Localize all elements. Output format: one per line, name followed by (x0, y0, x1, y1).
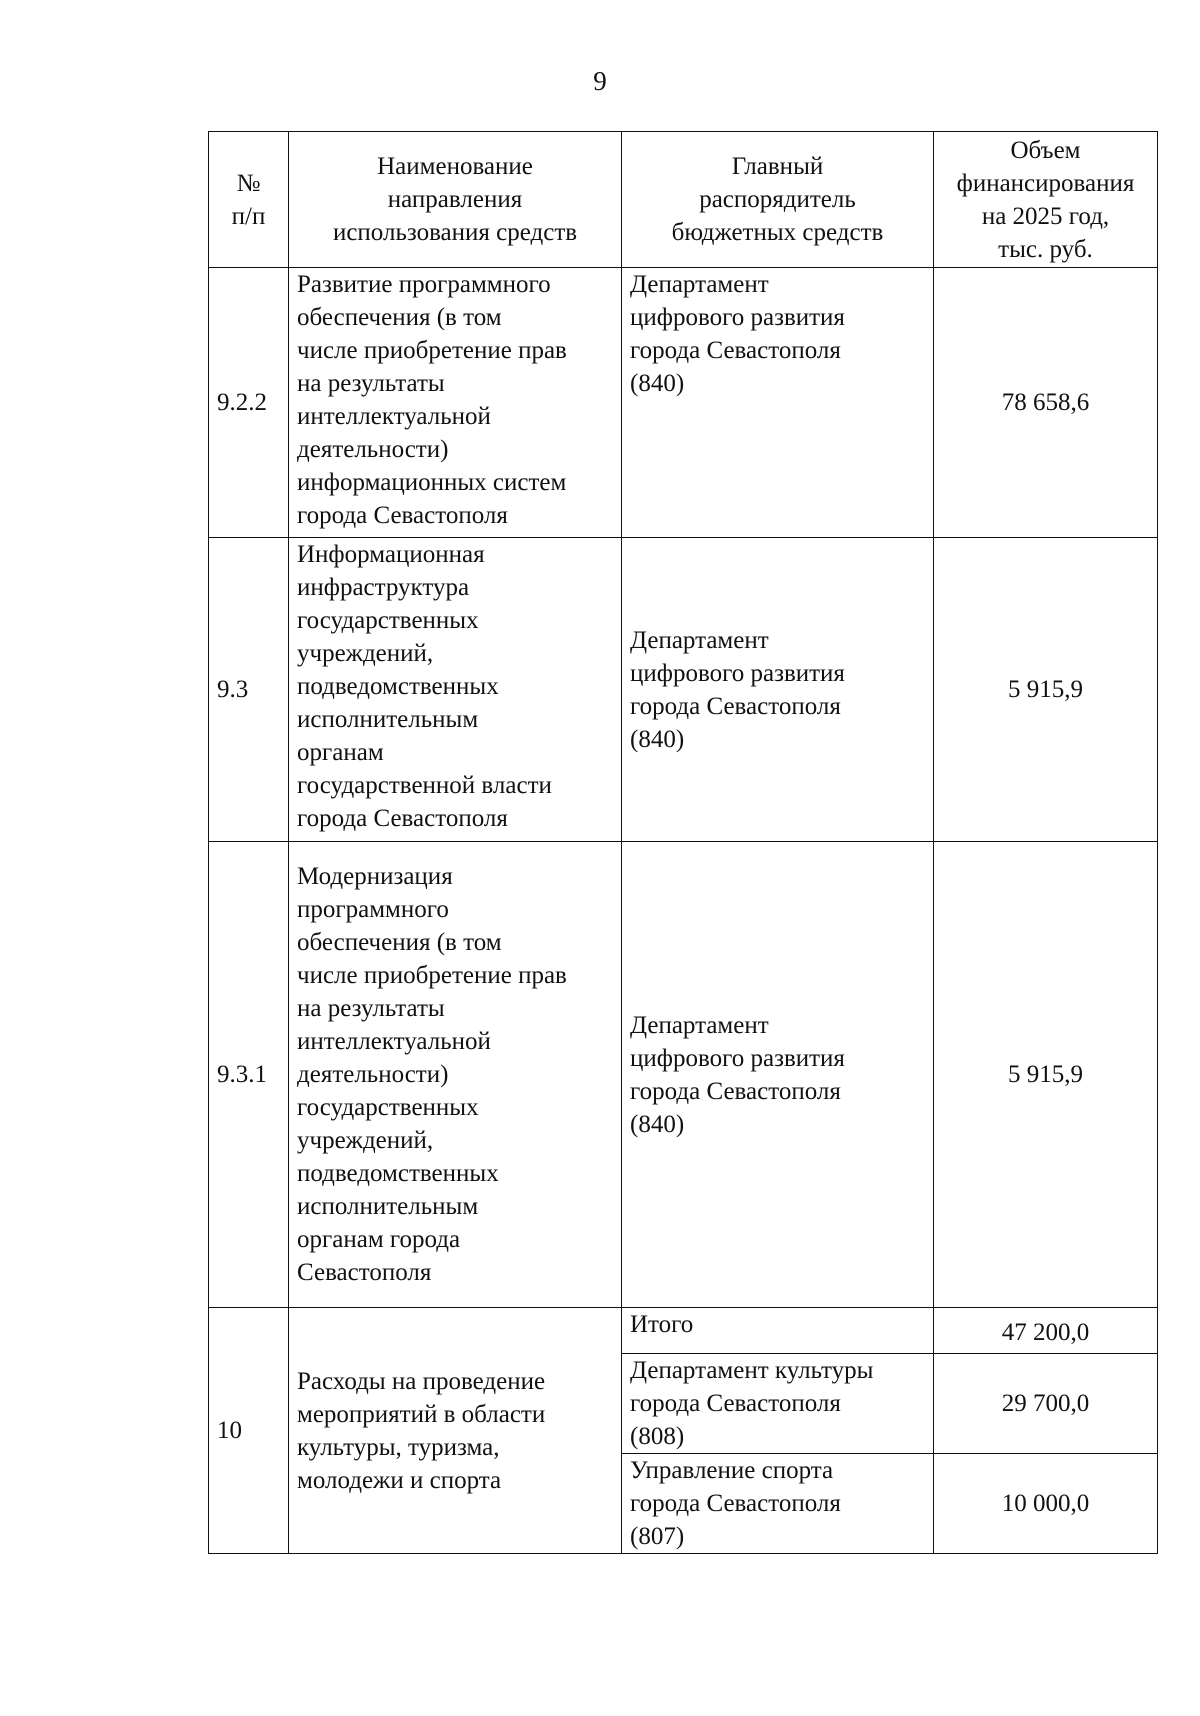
row-name: Информационная инфраструктура государственных учреждений, подведомственных исполнительным органам государственной власти города Севастополя (289, 538, 622, 842)
subrow-amount: 29 700,0 (934, 1354, 1158, 1454)
row-admin: Департамент цифрового развития города Севастополя (840) (622, 538, 934, 842)
row-name: Модернизация программного обеспечения (в том числе приобретение прав на результаты интеллектуальной деятельности) государственных учреждений, подведомственных исполнительным органам города Севастополя (289, 842, 622, 1308)
subrow-amount: 10 000,0 (934, 1454, 1158, 1554)
funding-table (208, 131, 1158, 1554)
row-num: 9.3 (209, 538, 289, 842)
subrow-amount-total: 47 200,0 (934, 1308, 1158, 1354)
table-row (209, 842, 1158, 1308)
header-num: № п/п (209, 132, 289, 268)
header-row (209, 132, 1158, 268)
table-row (209, 268, 1158, 538)
row-admin: Департамент цифрового развития города Севастополя (840) (622, 268, 934, 538)
table-row (209, 538, 1158, 842)
row-name: Развитие программного обеспечения (в том числе приобретение прав на результаты интеллектуальной деятельности) информационных систем города Севастополя (289, 268, 622, 538)
row-num: 9.3.1 (209, 842, 289, 1308)
table-body (209, 268, 1158, 1554)
subrow-admin-total: Итого (622, 1308, 934, 1354)
row-name: Расходы на проведение мероприятий в области культуры, туризма, молодежи и спорта (289, 1308, 622, 1554)
table-header (209, 132, 1158, 268)
row-amount: 5 915,9 (934, 842, 1158, 1308)
page-number: 9 (593, 66, 607, 96)
header-amount: Объем финансирования на 2025 год, тыс. руб. (934, 132, 1158, 268)
row-admin: Департамент цифрового развития города Севастополя (840) (622, 842, 934, 1308)
subrow-admin: Управление спорта города Севастополя (807) (622, 1454, 934, 1554)
header-admin: Главный распорядитель бюджетных средств (622, 132, 934, 268)
header-name: Наименование направления использования средств (289, 132, 622, 268)
row-num: 9.2.2 (209, 268, 289, 538)
row-num: 10 (209, 1308, 289, 1554)
table-row (209, 1308, 1158, 1354)
subrow-admin: Департамент культуры города Севастополя (808) (622, 1354, 934, 1454)
row-amount: 78 658,6 (934, 268, 1158, 538)
row-amount: 5 915,9 (934, 538, 1158, 842)
